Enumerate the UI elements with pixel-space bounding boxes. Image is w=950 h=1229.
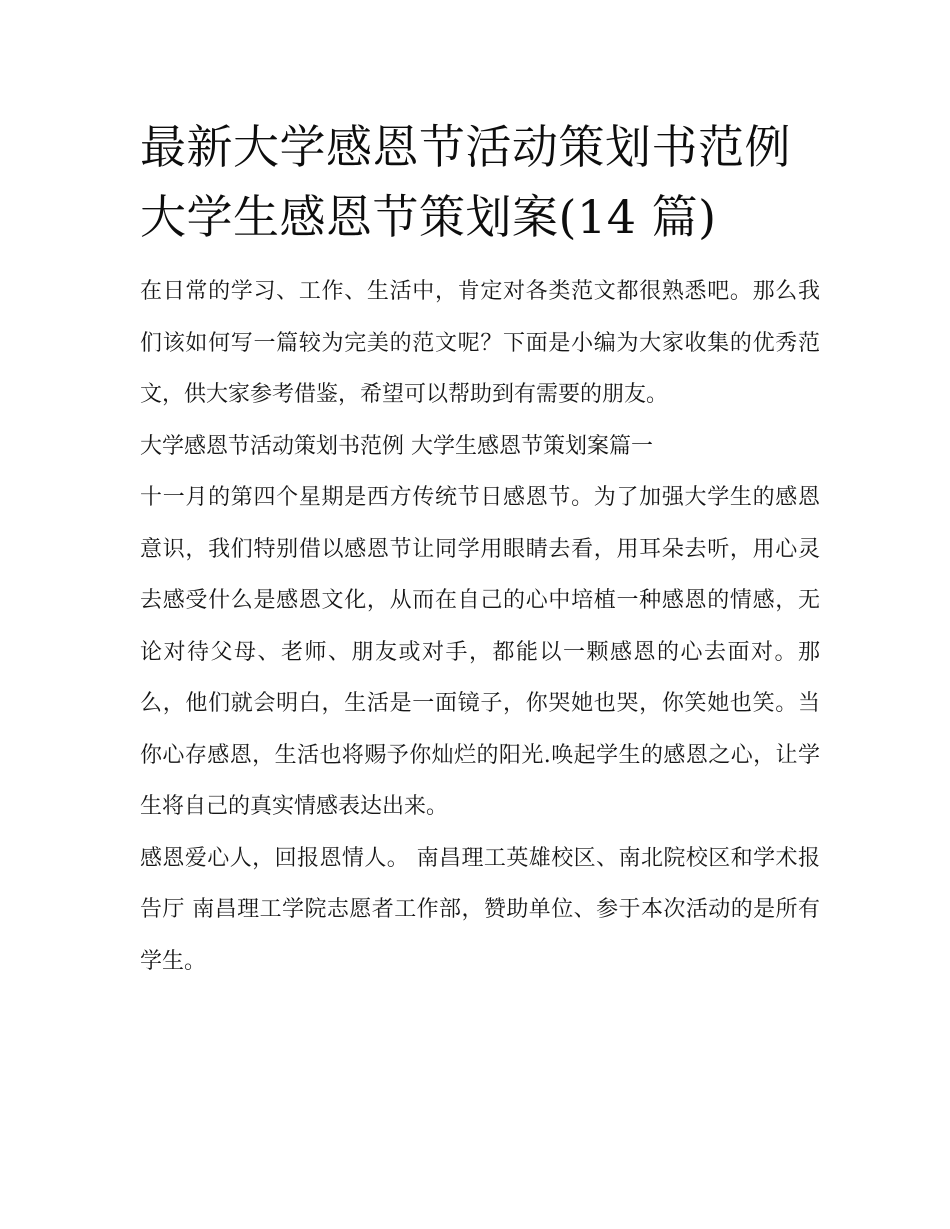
- intro-paragraph: 在日常的学习、工作、生活中，肯定对各类范文都很熟悉吧。那么我们该如何写一篇较为完美的范文呢？下面是小编为大家收集的优秀范文，供大家参考借鉴，希望可以帮助到有需要的朋友。: [140, 279, 820, 407]
- body-paragraph-2: 感恩爱心人，回报恩情人。 南昌理工英雄校区、南北院校区和学术报告厅 南昌理工学院志愿者工作部，赞助单位、参于本次活动的是所有学生。: [140, 845, 820, 974]
- body-paragraph-1: 十一月的第四个星期是西方传统节日感恩节。为了加强大学生的感恩意识，我们特别借以感恩节让同学用眼睛去看，用耳朵去听，用心灵去感受什么是感恩文化，从而在自己的心中培植一种感恩的情感，无论对待父母、老师、朋友或对手，都能以一颗感恩的心去面对。那么，他们就会明白，生活是一面镜子，你哭她也哭，你笑她也笑。当你心存感恩，生活也将赐予你灿烂的阳光.唤起学生的感恩之心，让学生将自己的真实情感表达出来。: [140, 485, 820, 819]
- document-body: [140, 266, 820, 987]
- section-heading: 大学感恩节活动策划书范例 大学生感恩节策划案篇一: [140, 433, 653, 459]
- document-page: [140, 112, 820, 987]
- document-title: 最新大学感恩节活动策划书范例 大学生感恩节策划案(14 篇): [140, 120, 791, 244]
